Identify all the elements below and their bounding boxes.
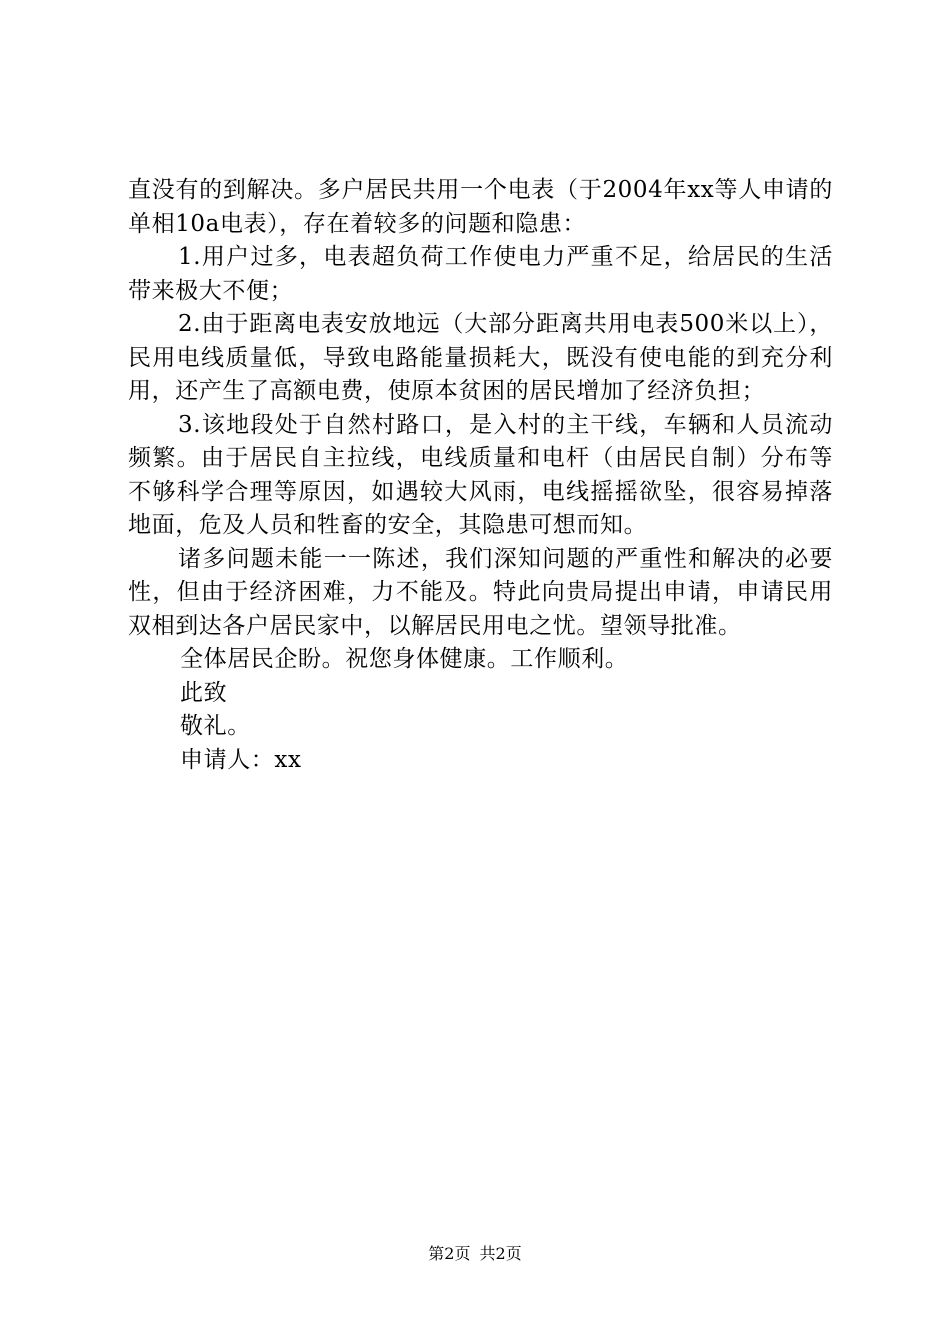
page-total: 共2页 bbox=[479, 1244, 522, 1263]
page-footer bbox=[0, 1242, 950, 1266]
paragraph-request: 诸多问题未能一一陈述，我们深知问题的严重性和解决的必要性，但由于经济困难，力不能及。特此向贵局提出申请，申请民用双相到达各户居民家中，以解居民用电之忧。望领导批准。 bbox=[128, 545, 833, 639]
closing-salutation-ci-zhi: 此致 bbox=[180, 679, 228, 706]
closing-salutation-jing-li: 敬礼。 bbox=[180, 713, 251, 739]
paragraph-continuation: 直没有的到解决。多户居民共用一个电表（于2004年xx等人申请的单相10a电表），存在着较多的问题和隐患： bbox=[128, 177, 833, 237]
paragraph-item-3: 3.该地段处于自然村路口，是入村的主干线，车辆和人员流动频繁。由于居民自主拉线，电线质量和电杆（由居民自制）分布等不够科学合理等原因，如遇较大风雨，电线摇摇欲坠，很容易掉落地面，危及人员和牲畜的安全，其隐患可想而知。 bbox=[128, 411, 833, 538]
closing-wishes: 全体居民企盼。祝您身体健康。工作顺利。 bbox=[180, 646, 629, 672]
page-number: 第2页 bbox=[428, 1244, 471, 1263]
signature-applicant: 申请人：xx bbox=[180, 746, 302, 773]
paragraph-item-2: 2.由于距离电表安放地远（大部分距离共用电表500米以上），民用电线质量低，导致电路能量损耗大，既没有使电能的到充分利用，还产生了高额电费，使原本贫困的居民增加了经济负担； bbox=[128, 311, 833, 404]
document-body bbox=[128, 174, 833, 777]
paragraph-item-1: 1.用户过多，电表超负荷工作使电力严重不足，给居民的生活带来极大不便； bbox=[128, 244, 833, 304]
